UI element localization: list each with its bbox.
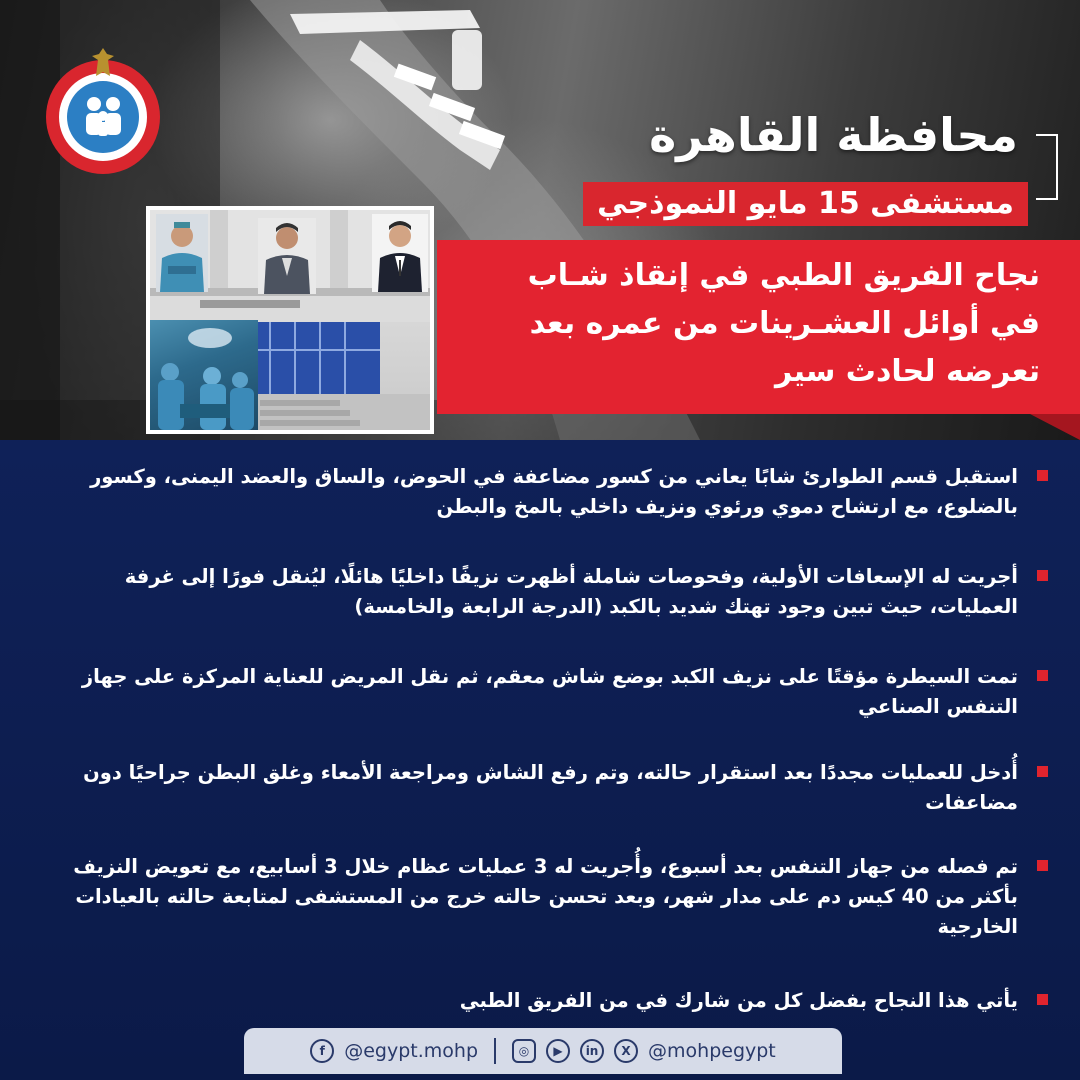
youtube-icon[interactable]: ▶ <box>546 1039 570 1063</box>
content-panel <box>0 440 1080 1080</box>
bullet-text: تمت السيطرة مؤقتًا على نزيف الكبد بوضع شاش معقم، ثم نقل المريض للعناية المركزة على جهاز التنفس الصناعي <box>81 665 1018 718</box>
xray-hero-image <box>0 0 1080 440</box>
footer-divider <box>494 1038 496 1064</box>
bullet-item <box>38 852 1018 942</box>
square-bullet-icon <box>1037 570 1048 581</box>
bullet-item <box>38 758 1018 818</box>
photo-collage <box>146 206 434 434</box>
headline-line-3: تعرضه لحادث سير <box>774 354 1040 389</box>
bullet-text: يأتي هذا النجاح بفضل كل من شارك في من الفريق الطبي <box>459 989 1018 1012</box>
headline-line-1: نجاح الفريق الطبي في إنقاذ شـاب <box>527 258 1040 293</box>
doctor-portrait-1 <box>156 214 208 292</box>
doctor-portrait-3 <box>372 214 428 292</box>
square-bullet-icon <box>1037 766 1048 777</box>
bullet-item <box>38 986 1018 1016</box>
governorate-title: محافظة القاهرة <box>649 108 1018 162</box>
eagle-emblem-icon <box>88 46 118 80</box>
surgery-team-photo <box>150 320 258 430</box>
x-twitter-icon[interactable]: X <box>614 1039 638 1063</box>
social-footer <box>244 1028 842 1074</box>
bullet-item <box>38 462 1018 522</box>
bullet-text: أجريت له الإسعافات الأولية، وفحوصات شاملة أظهرت نزيفًا داخليًا هائلًا، ليُنقل فورًا إلى غرفة العمليات، حيث تبين وجود تهتك شديد بالكبد (الدرجة الرابعة والخامسة) <box>124 565 1018 618</box>
headline-line-2: في أوائل العشـرينات من عمره بعد <box>529 306 1040 341</box>
title-bracket <box>1036 134 1058 200</box>
bullet-item <box>38 662 1018 722</box>
bullet-text: أُدخل للعمليات مجددًا بعد استقرار حالته، وتم رفع الشاش ومراجعة الأمعاء وغلق البطن جراحيًا دون مضاعفات <box>83 761 1018 814</box>
facebook-icon[interactable]: f <box>310 1039 334 1063</box>
hospital-label: مستشفى 15 مايو النموذجي <box>583 182 1028 226</box>
square-bullet-icon <box>1037 860 1048 871</box>
social-handle[interactable]: @mohpegypt <box>648 1040 776 1062</box>
square-bullet-icon <box>1037 670 1048 681</box>
square-bullet-icon <box>1037 470 1048 481</box>
linkedin-icon[interactable]: in <box>580 1039 604 1063</box>
bullet-item <box>38 562 1018 622</box>
bullet-text: تم فصله من جهاز التنفس بعد أسبوع، وأُجريت له 3 عمليات عظام خلال 3 أسابيع، مع تعويض النزيف بأكثر من 40 كيس دم على مدار شهر، وبعد تحسن حالته خرج من المستشفى لمتابعة حالته بالعيادات الخارجية <box>73 855 1018 938</box>
bullet-text: استقبل قسم الطوارئ شابًا يعاني من كسور مضاعفة في الحوض، والساق والعضد اليمنى، وكسور بالضلوع، مع ارتشاح دموي ورئوي ونزيف داخلي بالمخ والبطن <box>90 465 1018 518</box>
square-bullet-icon <box>1037 994 1048 1005</box>
headline-box <box>437 240 1080 414</box>
instagram-icon[interactable]: ◎ <box>512 1039 536 1063</box>
headline-ribbon-fold <box>1030 414 1080 440</box>
doctor-portrait-2 <box>258 218 316 294</box>
facebook-handle[interactable]: @egypt.mohp <box>344 1040 479 1062</box>
